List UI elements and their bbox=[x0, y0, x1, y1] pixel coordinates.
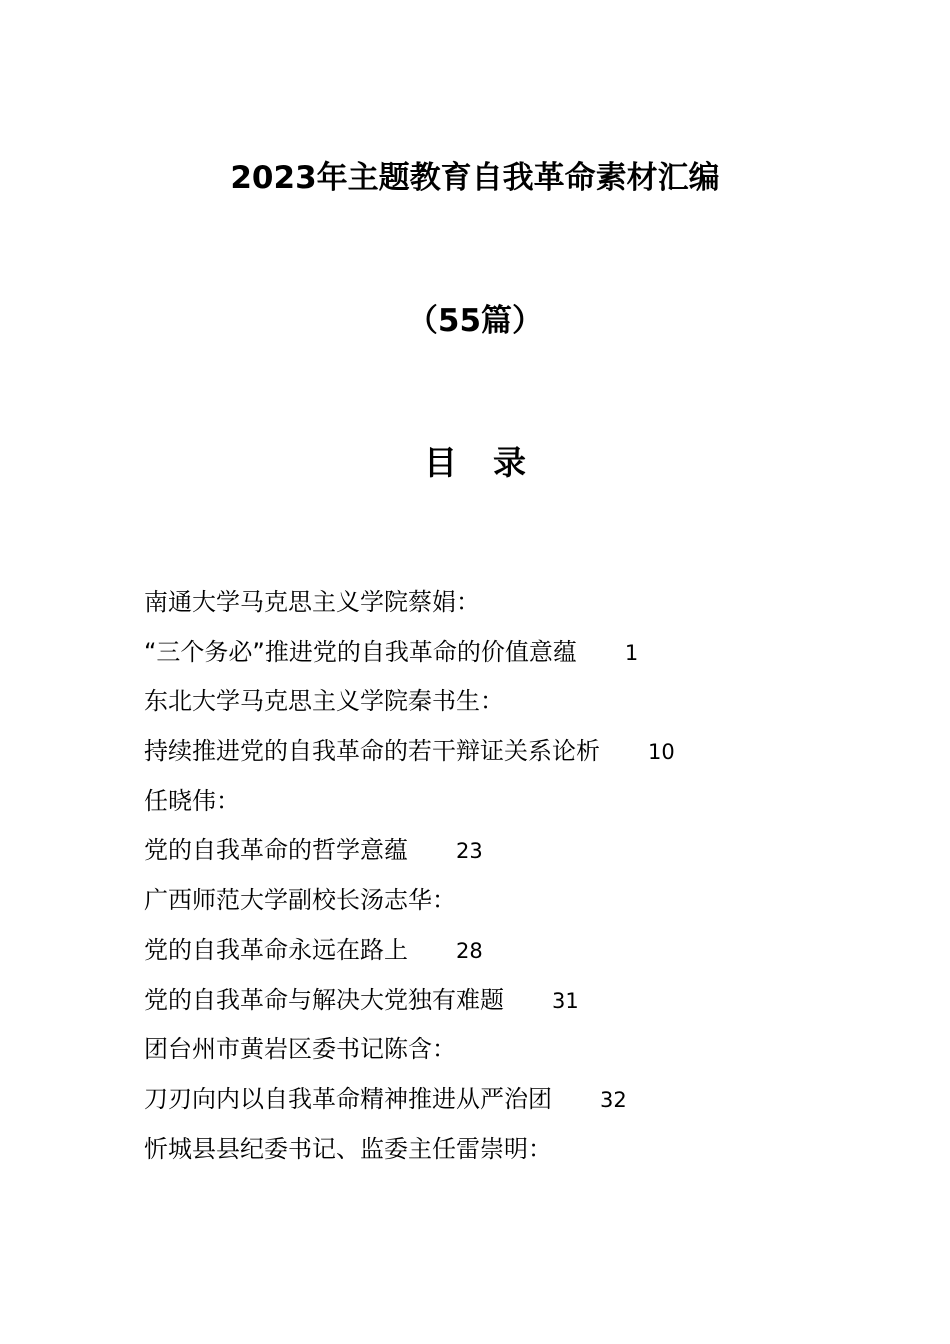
toc-page-number: 10 bbox=[648, 740, 675, 765]
toc-line-text: “三个务必”推进党的自我革命的价值意蕴 bbox=[144, 637, 577, 666]
toc-line-text: 东北大学马克思主义学院秦书生： bbox=[144, 687, 504, 716]
toc-line[interactable] bbox=[144, 1079, 904, 1129]
toc-heading: 目录 bbox=[424, 443, 562, 482]
toc-line[interactable] bbox=[144, 681, 904, 731]
toc-line-text: 持续推进党的自我革命的若干辩证关系论析 bbox=[144, 737, 600, 766]
toc-line-text: 党的自我革命与解决大党独有难题 bbox=[144, 985, 504, 1014]
toc-line-text: 党的自我革命的哲学意蕴 bbox=[144, 836, 408, 865]
toc-line-text: 忻城县县纪委书记、监委主任雷崇明： bbox=[144, 1134, 552, 1163]
toc-line[interactable] bbox=[144, 830, 904, 880]
toc-line[interactable] bbox=[144, 980, 904, 1030]
toc-page-number: 32 bbox=[600, 1087, 627, 1112]
table-of-contents bbox=[144, 582, 904, 1178]
toc-line[interactable] bbox=[144, 880, 904, 930]
document-subtitle: （55篇） bbox=[406, 303, 544, 339]
toc-page-number: 31 bbox=[552, 988, 579, 1013]
toc-page-number: 23 bbox=[456, 839, 483, 864]
toc-line[interactable] bbox=[144, 781, 904, 831]
toc-line[interactable] bbox=[144, 632, 904, 682]
toc-line[interactable] bbox=[144, 930, 904, 980]
toc-line-text: 刀刃向内以自我革命精神推进从严治团 bbox=[144, 1084, 552, 1113]
toc-page-number: 28 bbox=[456, 938, 483, 963]
toc-line-text: 广西师范大学副校长汤志华： bbox=[144, 886, 456, 915]
toc-line-text: 党的自我革命永远在路上 bbox=[144, 935, 408, 964]
toc-page-number: 1 bbox=[624, 640, 639, 665]
toc-line[interactable] bbox=[144, 582, 904, 632]
toc-line[interactable] bbox=[144, 731, 904, 781]
toc-line-text: 团台州市黄岩区委书记陈含： bbox=[144, 1035, 456, 1064]
toc-line[interactable] bbox=[144, 1029, 904, 1079]
toc-line-text: 南通大学马克思主义学院蔡娟： bbox=[144, 588, 480, 616]
document-title: 2023年主题教育自我革命素材汇编 bbox=[230, 160, 720, 196]
toc-line[interactable] bbox=[144, 1129, 904, 1179]
toc-line-text: 任晓伟： bbox=[144, 786, 240, 815]
